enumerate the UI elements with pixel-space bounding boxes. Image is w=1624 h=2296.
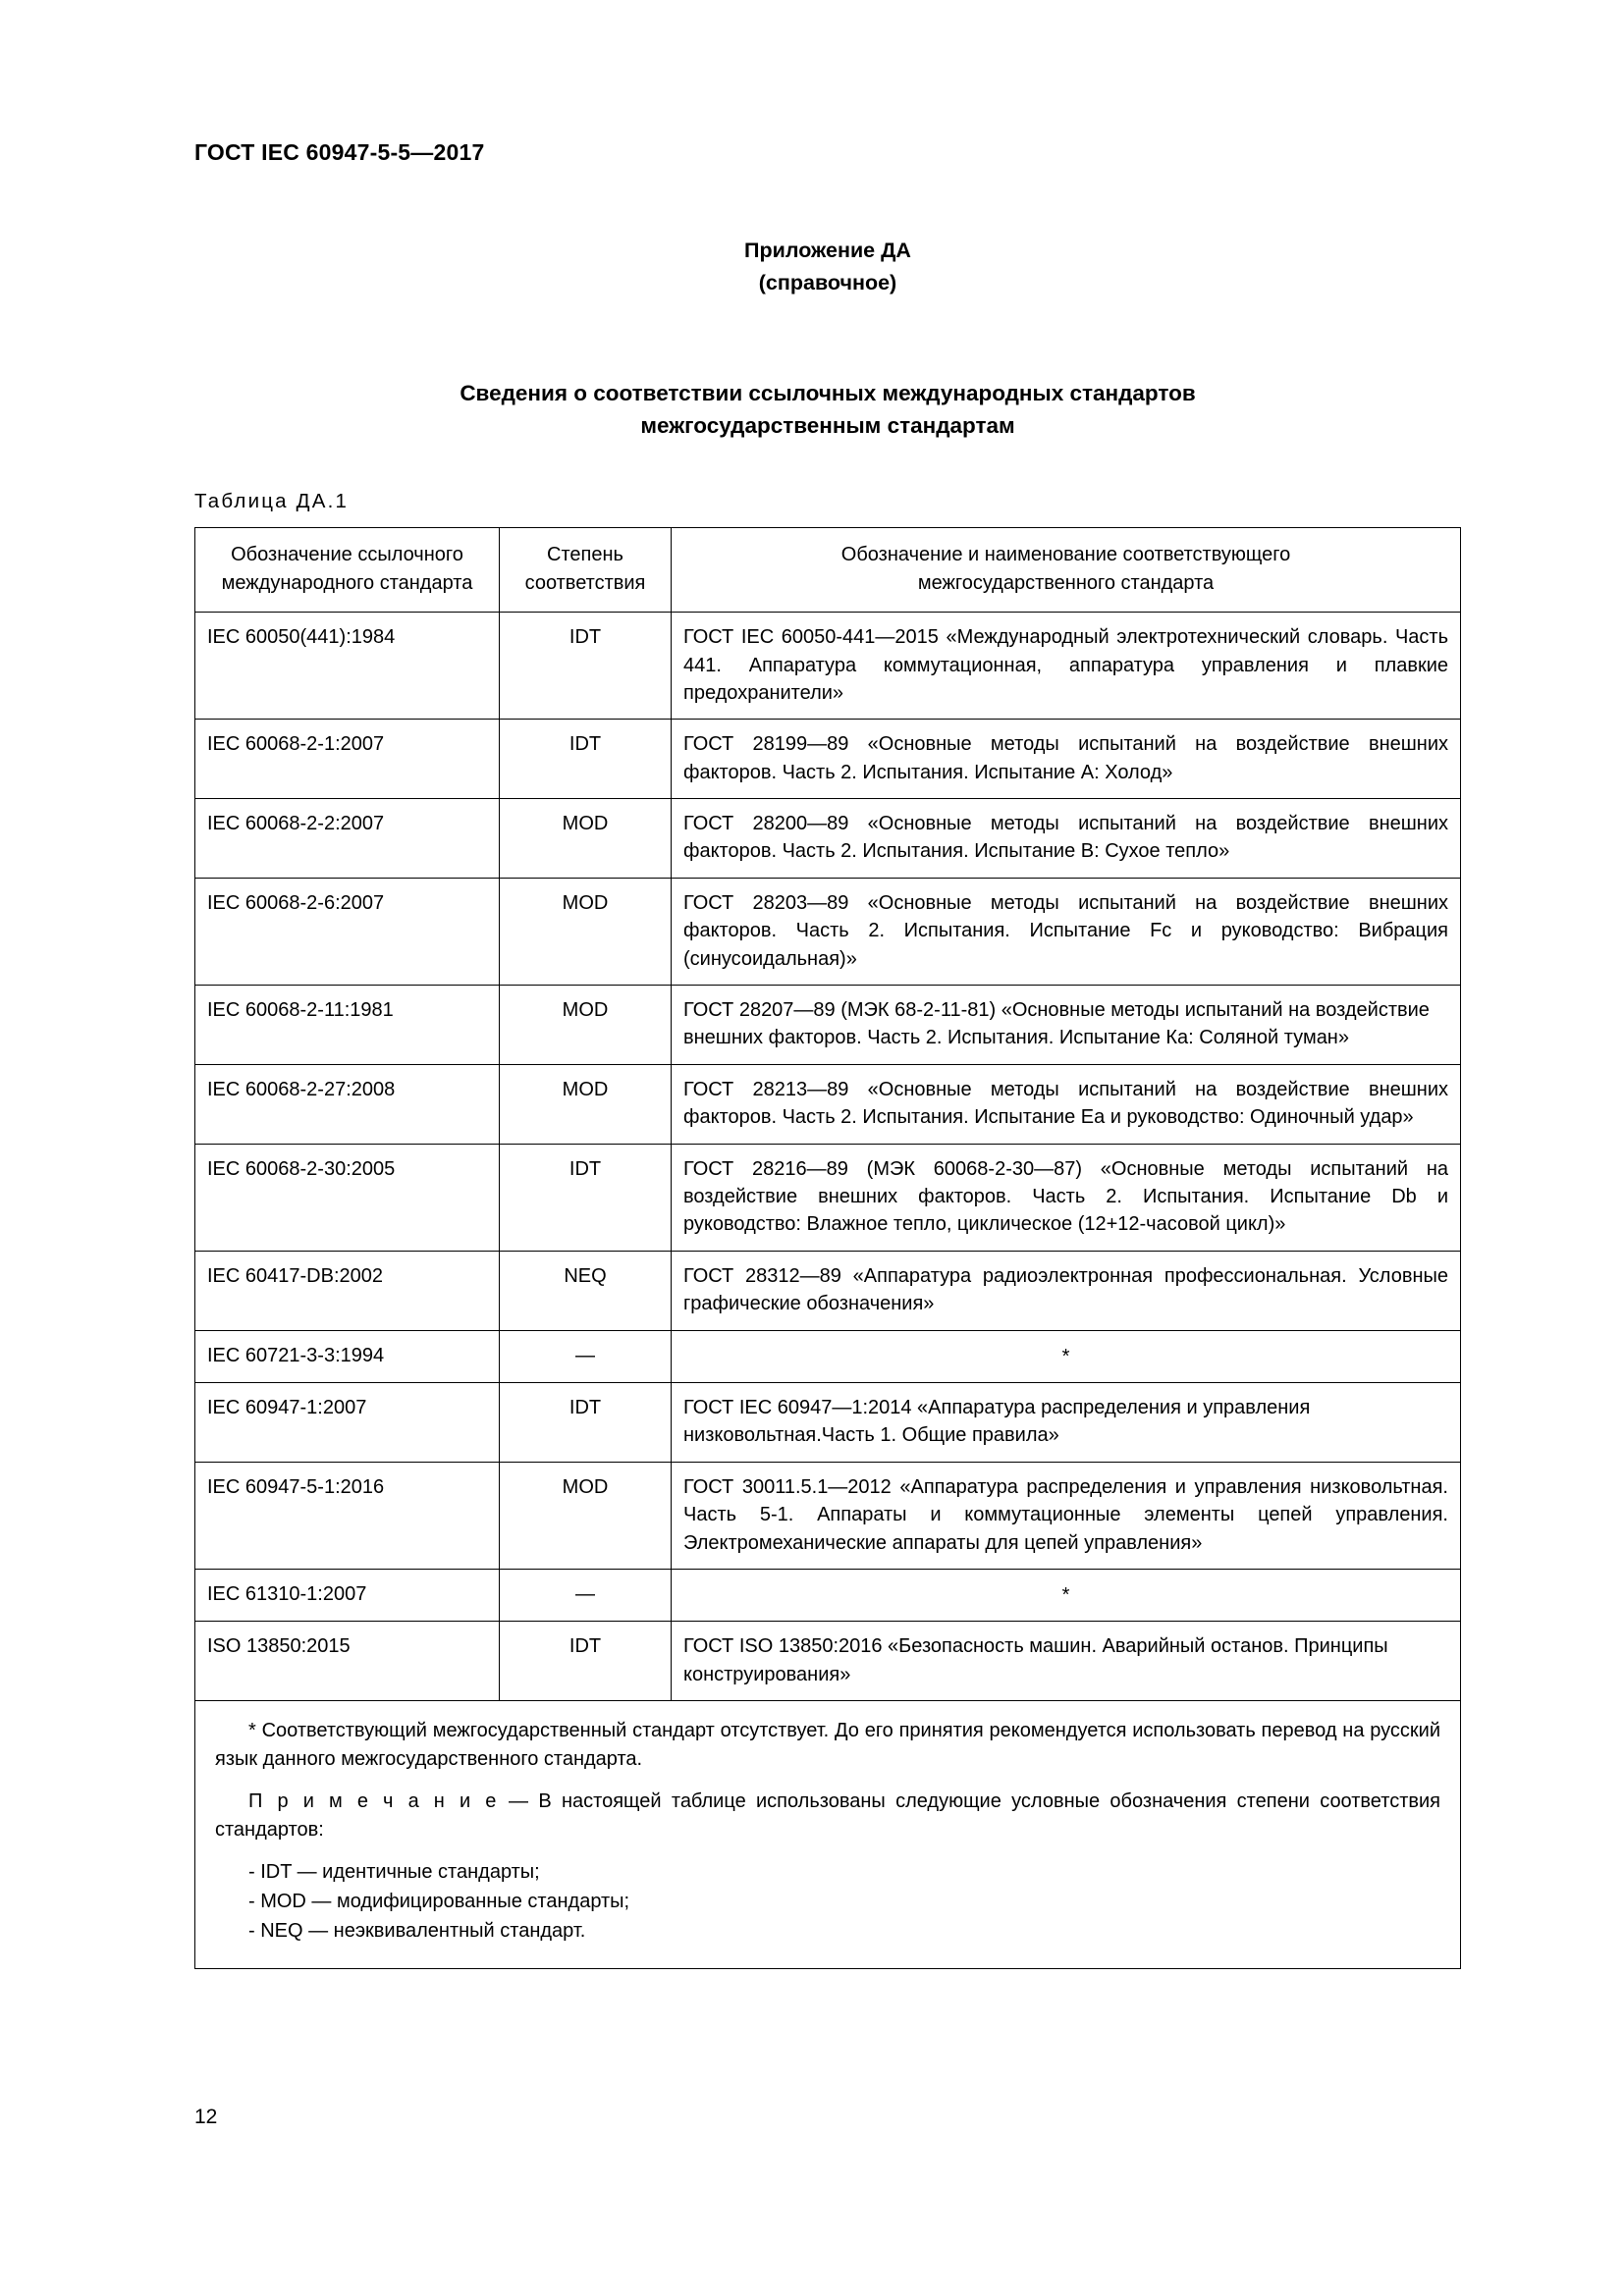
table-row	[195, 1144, 1461, 1251]
table-row	[195, 1330, 1461, 1382]
table-caption: Таблица ДА.1	[194, 490, 350, 513]
cell-description: ГОСТ 30011.5.1—2012 «Аппаратура распределения и управления низковольтная. Часть 5-1. Аппараты и коммутационные элементы цепей управления. Электромеханические аппараты для цепей управления»	[672, 1462, 1461, 1569]
cell-description: ГОСТ 28213—89 «Основные методы испытаний на воздействие внешних факторов. Часть 2. Испытания. Испытание Еа и руководство: Одиночный удар»	[672, 1064, 1461, 1144]
cell-description: *	[672, 1330, 1461, 1382]
column-header-degree	[500, 528, 672, 613]
cell-description: ГОСТ 28200—89 «Основные методы испытаний на воздействие внешних факторов. Часть 2. Испытания. Испытание В: Сухое тепло»	[672, 799, 1461, 879]
cell-degree: MOD	[500, 1064, 672, 1144]
annex-subtitle: (справочное)	[758, 271, 897, 295]
cell-description: ГОСТ ISO 13850:2016 «Безопасность машин. Аварийный останов. Принципы конструирования»	[672, 1622, 1461, 1701]
cell-degree: IDT	[500, 613, 672, 720]
cell-degree: NEQ	[500, 1251, 672, 1330]
note-label: П р и м е ч а н и е	[248, 1790, 499, 1813]
cell-degree: —	[500, 1330, 672, 1382]
cell-degree: IDT	[500, 1144, 672, 1251]
page-title-line2: межгосударственным стандартам	[640, 413, 1015, 439]
list-item: - MOD — модифицированные стандарты;	[248, 1891, 630, 1913]
cell-degree: —	[500, 1569, 672, 1621]
reference-table-wrapper	[194, 527, 1461, 1969]
page-content	[194, 139, 1461, 1969]
cell-standard-code: IEC 60068-2-2:2007	[195, 799, 500, 879]
cell-description: ГОСТ IEC 60947—1:2014 «Аппаратура распределения и управления низковольтная.Часть 1. Общие правила»	[672, 1382, 1461, 1462]
table-row	[195, 1622, 1461, 1701]
cell-degree: MOD	[500, 878, 672, 985]
cell-standard-code: IEC 60068-2-1:2007	[195, 720, 500, 799]
note-text: — В настоящей таблице использованы следующие условные обозначения степени соответствия стандартов:	[215, 1790, 1440, 1842]
cell-degree: IDT	[500, 1622, 672, 1701]
table-body	[195, 613, 1461, 1701]
cell-degree: MOD	[500, 1462, 672, 1569]
cell-description: *	[672, 1569, 1461, 1621]
cell-degree: MOD	[500, 986, 672, 1065]
cell-standard-code: IEC 60068-2-11:1981	[195, 986, 500, 1065]
annex-title: Приложение ДА	[744, 239, 911, 262]
table-row	[195, 1569, 1461, 1621]
cell-description: ГОСТ 28203—89 «Основные методы испытаний на воздействие внешних факторов. Часть 2. Испытания. Испытание Fc и руководство: Вибрация (синусоидальная)»	[672, 878, 1461, 985]
table-row	[195, 613, 1461, 720]
cell-standard-code: IEC 60417-DB:2002	[195, 1251, 500, 1330]
column-header-line1: Степень	[547, 544, 623, 566]
degree-legend-list	[215, 1858, 1440, 1946]
reference-table	[194, 527, 1461, 1701]
column-header-line2: соответствия	[524, 572, 646, 595]
cell-degree: IDT	[500, 720, 672, 799]
table-head	[195, 528, 1461, 613]
cell-standard-code: IEC 60050(441):1984	[195, 613, 500, 720]
table-row	[195, 1382, 1461, 1462]
table-row	[195, 1251, 1461, 1330]
cell-standard-code: IEC 60947-1:2007	[195, 1382, 500, 1462]
list-item: - NEQ — неэквивалентный стандарт.	[248, 1920, 586, 1943]
cell-standard-code: IEC 60068-2-6:2007	[195, 878, 500, 985]
annex-heading	[194, 235, 1461, 300]
cell-standard-code: IEC 60068-2-27:2008	[195, 1064, 500, 1144]
cell-description: ГОСТ 28312—89 «Аппаратура радиоэлектронная профессиональная. Условные графические обозначения»	[672, 1251, 1461, 1330]
table-row	[195, 720, 1461, 799]
cell-description: ГОСТ IEC 60050-441—2015 «Международный электротехнический словарь. Часть 441. Аппаратура коммутационная, аппаратура управления и плавкие предохранители»	[672, 613, 1461, 720]
table-header-row	[195, 528, 1461, 613]
column-header-international-standard	[195, 528, 500, 613]
cell-description: ГОСТ 28207—89 (МЭК 68-2-11-81) «Основные методы испытаний на воздействие внешних факторов. Часть 2. Испытания. Испытание Ка: Соляной туман»	[672, 986, 1461, 1065]
column-header-line1: Обозначение ссылочного	[231, 544, 463, 566]
table-note	[215, 1788, 1440, 1844]
cell-description: ГОСТ 28199—89 «Основные методы испытаний на воздействие внешних факторов. Часть 2. Испытания. Испытание А: Холод»	[672, 720, 1461, 799]
table-notes	[194, 1701, 1461, 1969]
page-title	[194, 377, 1461, 444]
cell-degree: MOD	[500, 799, 672, 879]
column-header-interstate-standard	[672, 528, 1461, 613]
table-row	[195, 1064, 1461, 1144]
cell-degree: IDT	[500, 1382, 672, 1462]
table-row	[195, 1462, 1461, 1569]
page-title-line1: Сведения о соответствии ссылочных международных стандартов	[460, 380, 1196, 405]
table-row	[195, 878, 1461, 985]
document-header: ГОСТ IEC 60947-5-5—2017	[194, 139, 485, 165]
column-header-line1: Обозначение и наименование соответствующего	[840, 544, 1291, 566]
cell-standard-code: ISO 13850:2015	[195, 1622, 500, 1701]
cell-description: ГОСТ 28216—89 (МЭК 60068-2-30—87) «Основные методы испытаний на воздействие внешних факторов. Часть 2. Испытания. Испытание Db и руководство: Влажное тепло, циклическое (12+12-часовой цикл)»	[672, 1144, 1461, 1251]
list-item: - IDT — идентичные стандарты;	[248, 1861, 540, 1884]
table-row	[195, 986, 1461, 1065]
cell-standard-code: IEC 60947-5-1:2016	[195, 1462, 500, 1569]
cell-standard-code: IEC 61310-1:2007	[195, 1569, 500, 1621]
table-footnote: * Соответствующий межгосударственный стандарт отсутствует. До его принятия рекомендуется использовать перевод на русский язык данного межгосударственного стандарта.	[215, 1720, 1440, 1771]
cell-standard-code: IEC 60068-2-30:2005	[195, 1144, 500, 1251]
table-row	[195, 799, 1461, 879]
page-number: 12	[194, 2106, 218, 2128]
column-header-line2: межгосударственного стандарта	[917, 572, 1215, 595]
cell-standard-code: IEC 60721-3-3:1994	[195, 1330, 500, 1382]
column-header-line2: международного стандарта	[221, 572, 473, 595]
